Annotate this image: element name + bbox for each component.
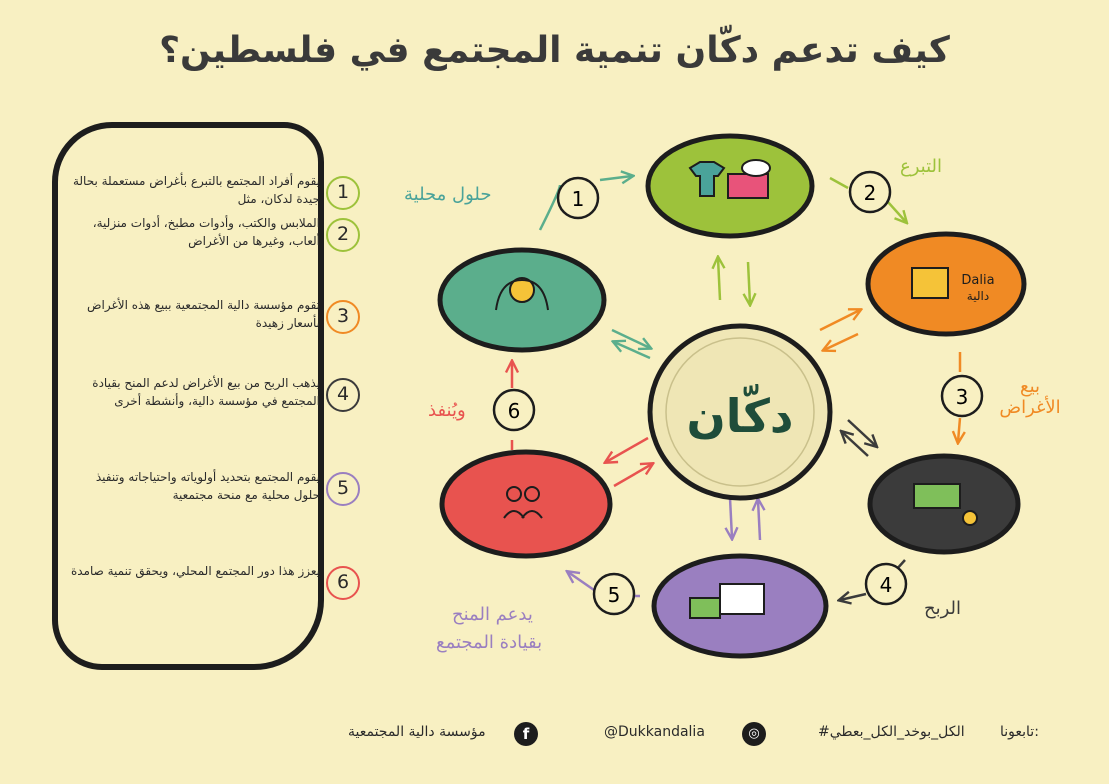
community-node — [442, 452, 610, 556]
step-number: 4 — [326, 378, 360, 412]
instagram-handle[interactable]: @Dukkandalia — [604, 724, 705, 740]
money-icon — [690, 598, 720, 618]
step-text: يقوم المجتمع بتحديد أولوياته واحتياجاته وتنفيذ حلول محلية مع منحة مجتمعية — [95, 470, 320, 502]
books-icon — [728, 174, 768, 198]
connector-arrow — [824, 334, 858, 350]
svg-text:4: 4 — [879, 573, 893, 597]
follow-label: تابعونا: — [1000, 724, 1039, 740]
step-text: يذهب الربح من بيع الأغراض لدعم المنح بقيادة المجتمع في مؤسسة دالية، وأنشطة أخرى — [92, 376, 320, 408]
label-profit: الربح — [924, 598, 962, 619]
label-implements: ويُنفذ — [428, 400, 466, 421]
facebook-name[interactable]: مؤسسة دالية المجتمعية — [348, 724, 486, 740]
connector-arrow — [830, 178, 848, 188]
connector-arrow — [840, 594, 866, 600]
coin-icon — [963, 511, 977, 525]
facebook-icon[interactable]: f — [514, 722, 538, 746]
connector-arrow — [888, 202, 906, 222]
step-number: 6 — [326, 566, 360, 600]
dalia-logo-en: Dalia — [961, 273, 995, 288]
store-icon — [912, 268, 948, 298]
step-number: 1 — [326, 176, 360, 210]
connector-arrow — [600, 176, 632, 180]
step-text: الملابس والكتب، وأدوات مطبخ، أدوات منزلية، ألعاب، وغيرها من الأغراض — [92, 216, 320, 248]
label-selling: بيع الأغراض — [999, 376, 1061, 418]
connector-arrow — [748, 262, 750, 304]
connector-arrow — [718, 258, 720, 300]
label-donation: التبرع — [900, 156, 943, 177]
document-icon — [720, 584, 764, 614]
page-title: كيف تدعم دكّان تنمية المجتمع في فلسطين؟ — [159, 30, 950, 71]
instagram-icon[interactable]: ◎ — [742, 722, 766, 746]
label-grants-line2: بقيادة المجتمع — [436, 632, 543, 653]
center-label: دكّان — [686, 389, 794, 443]
step-number: 3 — [326, 300, 360, 334]
hashtag[interactable]: #الكل_بوخد_الكل_بعطي — [818, 724, 965, 740]
dalia-logo-ar: دالية — [966, 289, 990, 303]
connector-arrow — [606, 438, 648, 462]
connector-arrow — [612, 330, 650, 348]
step-text: يقوم أفراد المجتمع بالتبرع بأغراض مستعملة بحالة جيدة لدكان، مثل — [72, 174, 320, 206]
money-icon — [914, 484, 960, 508]
svg-text:1: 1 — [571, 187, 585, 211]
svg-text:3: 3 — [955, 385, 969, 409]
connector-arrow — [758, 500, 760, 540]
step-number: 5 — [326, 472, 360, 506]
label-grants-line1: يدعم المنح — [452, 604, 533, 625]
step-number: 2 — [326, 218, 360, 252]
connector-arrow — [568, 572, 594, 590]
connector-arrow — [820, 310, 860, 330]
step-text: يعزز هذا دور المجتمع المحلي، ويحقق تنمية صامدة — [70, 564, 320, 578]
step-text: تقوم مؤسسة دالية المجتمعية ببيع هذه الأغراض بأسعار زهيدة — [86, 298, 320, 330]
svg-text:2: 2 — [863, 181, 877, 205]
svg-text:6: 6 — [507, 399, 521, 423]
connector-arrow — [614, 464, 652, 486]
connector-arrow — [540, 185, 560, 230]
connector-arrow — [730, 498, 732, 538]
connector-arrow — [958, 418, 960, 442]
pot-icon — [742, 160, 770, 176]
svg-text:5: 5 — [607, 583, 621, 607]
label-local-solutions: حلول محلية — [404, 184, 492, 205]
